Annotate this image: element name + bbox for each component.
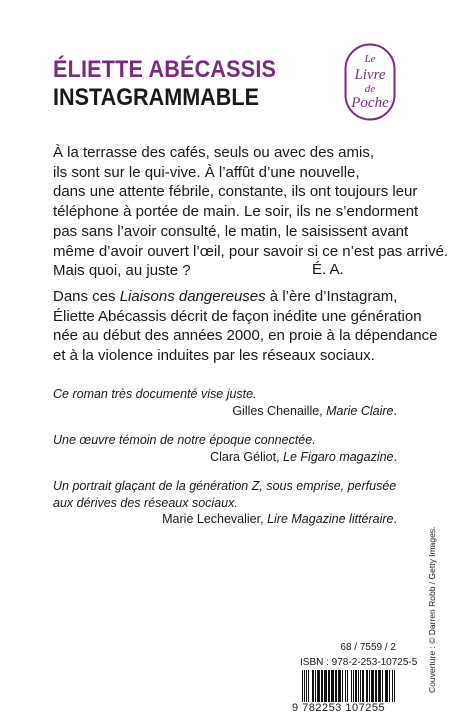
blurb-italic-title: Liaisons dangereuses [119, 288, 266, 305]
blurb-paragraph-1 [53, 143, 449, 281]
cover-credit: Couverture : © Darren Robb / Getty Images. [427, 526, 437, 693]
blurb-line: Mais quoi, au juste ? [53, 262, 191, 280]
barcode-bar [302, 670, 303, 706]
blurb-line: Éliette Abécassis décrit de façon inédite une génération [53, 307, 422, 325]
barcode-bar [328, 670, 330, 702]
review-outlet: Lire Magazine littéraire [267, 512, 394, 526]
barcode-bar [360, 670, 361, 702]
barcode-bar [306, 670, 307, 702]
blurb-line: pas sans l’avoir consulté, le matin, le saisissent avant [53, 222, 409, 240]
barcode-bar [351, 670, 352, 706]
barcode-bar [355, 670, 357, 702]
review-punct: . [393, 403, 397, 418]
blurb-text: Dans ces [53, 288, 120, 305]
review-outlet: Le Figaro magazine [283, 449, 394, 464]
review-source [53, 449, 397, 466]
review-quote: Ce roman très documenté vise juste. [53, 387, 257, 401]
barcode-bar [385, 670, 388, 702]
blurb-paragraph-2 [53, 287, 438, 366]
isbn: ISBN : 978-2-253-10725-5 [300, 657, 418, 668]
barcode-bar [371, 670, 374, 702]
book-title: INSTAGRAMMABLE [53, 84, 259, 111]
review-source [53, 511, 397, 528]
publisher-logo-icon [344, 43, 396, 121]
blurb-text: à l’ère d’Instagram, [265, 288, 398, 305]
blurb-line: et à la violence induites par les réseaux sociaux. [53, 347, 375, 365]
logo-poche: Poche [351, 95, 389, 111]
review-item [53, 432, 397, 465]
review-critic: Clara Géliot, [210, 449, 284, 464]
blurb-line [53, 287, 413, 307]
barcode-bar [375, 670, 377, 702]
review-item [53, 386, 397, 419]
review-critic: Gilles Chenaille, [232, 403, 327, 418]
barcode-bar [324, 670, 327, 702]
press-reviews [53, 386, 397, 541]
barcode-bar [353, 670, 354, 706]
logo-le: Le [364, 53, 376, 65]
review-quote: Un portrait glaçant de la génération Z, sous emprise, perfusée [53, 479, 397, 493]
barcode-bar [389, 670, 390, 702]
barcode-bar [382, 670, 383, 702]
review-critic: Marie Lechevalier, [162, 512, 268, 526]
review-item [53, 478, 397, 528]
logo-de: de [364, 83, 376, 95]
review-punct: . [393, 449, 397, 464]
blurb-line: ils sont sur le qui-vive. À l’affût d’une nouvelle, [53, 163, 360, 181]
barcode-bar [347, 670, 348, 702]
barcode-bar [394, 670, 395, 706]
blurb-line: À la terrasse des cafés, seuls ou avec des amis, [53, 144, 374, 161]
barcode-bar [369, 670, 370, 702]
barcode-bar [378, 670, 381, 702]
barcode-bar [338, 670, 341, 702]
barcode-bar [345, 670, 346, 702]
barcode-bar [315, 670, 316, 702]
barcode-bar [304, 670, 305, 706]
barcode-bar [317, 670, 320, 702]
barcode-bar [358, 670, 359, 702]
barcode-bar [366, 670, 368, 702]
barcode-bar [331, 670, 334, 702]
price-code: 68 / 7559 / 2 [340, 642, 396, 653]
review-outlet: Marie Claire [326, 403, 394, 418]
barcode-bar [308, 670, 309, 702]
blurb-line: dans une attente fébrile, constante, ils ont toujours leur [53, 183, 418, 201]
barcode-digits: 9 782253 107255 [292, 702, 404, 714]
logo-livre: Livre [354, 67, 386, 83]
blurb-line: téléphone à portée de main. Le soir, ils ne s’endorment [53, 203, 419, 221]
review-punct: . [393, 512, 397, 526]
review-source [53, 403, 397, 420]
blurb-line: née au début des années 2000, en proie à la dépendance [53, 327, 438, 345]
barcode-bar [362, 670, 364, 702]
review-quote: Une œuvre témoin de notre époque connectée. [53, 433, 316, 447]
author-name: ÉLIETTE ABÉCASSIS [53, 56, 277, 83]
barcode-bar [392, 670, 393, 706]
blurb-line: même d’avoir ouvert l’œil, pour savoir si ce n’est pas arrivé. [53, 242, 449, 260]
author-initials: É. A. [312, 261, 344, 278]
barcode-bar [335, 670, 337, 702]
barcode-bar [321, 670, 323, 702]
barcode-bar [312, 670, 314, 702]
barcode-icon [292, 670, 404, 727]
barcode-bar [342, 670, 343, 702]
review-quote: aux dérives des réseaux sociaux. [53, 495, 238, 510]
